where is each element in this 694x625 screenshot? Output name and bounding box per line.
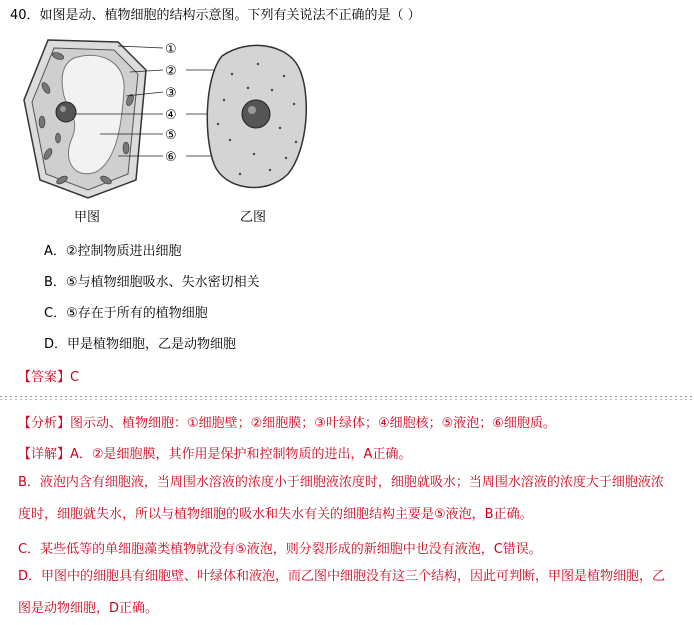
option-c: C．⑤存在于所有的植物细胞	[44, 306, 208, 321]
cell-diagram	[18, 30, 318, 225]
explanation-analysis: 【分析】图示动、植物细胞：①细胞壁；②细胞膜；③叶绿体；④细胞核；⑤液泡；⑥细胞质。	[18, 416, 556, 431]
label-left: 甲图	[74, 210, 101, 225]
plant-nucleus	[56, 102, 76, 122]
marker-4: ④	[165, 108, 177, 123]
marker-2: ②	[165, 64, 177, 79]
marker-5: ⑤	[165, 128, 177, 143]
animal-nucleus	[242, 100, 270, 128]
marker-1: ①	[165, 42, 177, 57]
marker-3: ③	[165, 86, 177, 101]
explanation-detail-d: D．甲图中的细胞具有细胞壁、叶绿体和液泡，而乙图中细胞没有这三个结构，因此可判断，甲图是植物细胞，乙图是动物细胞，D正确。	[18, 569, 666, 616]
marker-6: ⑥	[165, 150, 177, 165]
section-separator	[0, 392, 694, 402]
option-b: B．⑤与植物细胞吸水、失水密切相关	[44, 275, 260, 290]
label-right: 乙图	[240, 210, 267, 225]
answer: 【答案】C	[18, 370, 80, 385]
option-a: A．②控制物质进出细胞	[44, 244, 182, 259]
option-d: D．甲是植物细胞，乙是动物细胞	[44, 337, 237, 352]
cell-diagram-svg	[18, 30, 318, 205]
question-title: 40．如图是动、植物细胞的结构示意图。下列有关说法不正确的是（ ）	[10, 8, 421, 23]
explanation-detail-b: B．液泡内含有细胞液，当周围水溶液的浓度小于细胞液浓度时，细胞就吸水；当周围水溶液的浓度大于细胞液浓度时，细胞就失水，所以与植物细胞的吸水和失水有关的细胞结构主要是⑤液泡，B正确。	[18, 475, 664, 522]
explanation-detail-c: C．某些低等的单细胞藻类植物就没有⑤液泡，则分裂形成的新细胞中也没有液泡，C错误。	[18, 542, 542, 557]
explanation-detail-a: 【详解】A．②是细胞膜，其作用是保护和控制物质的进出，A正确。	[18, 447, 412, 462]
